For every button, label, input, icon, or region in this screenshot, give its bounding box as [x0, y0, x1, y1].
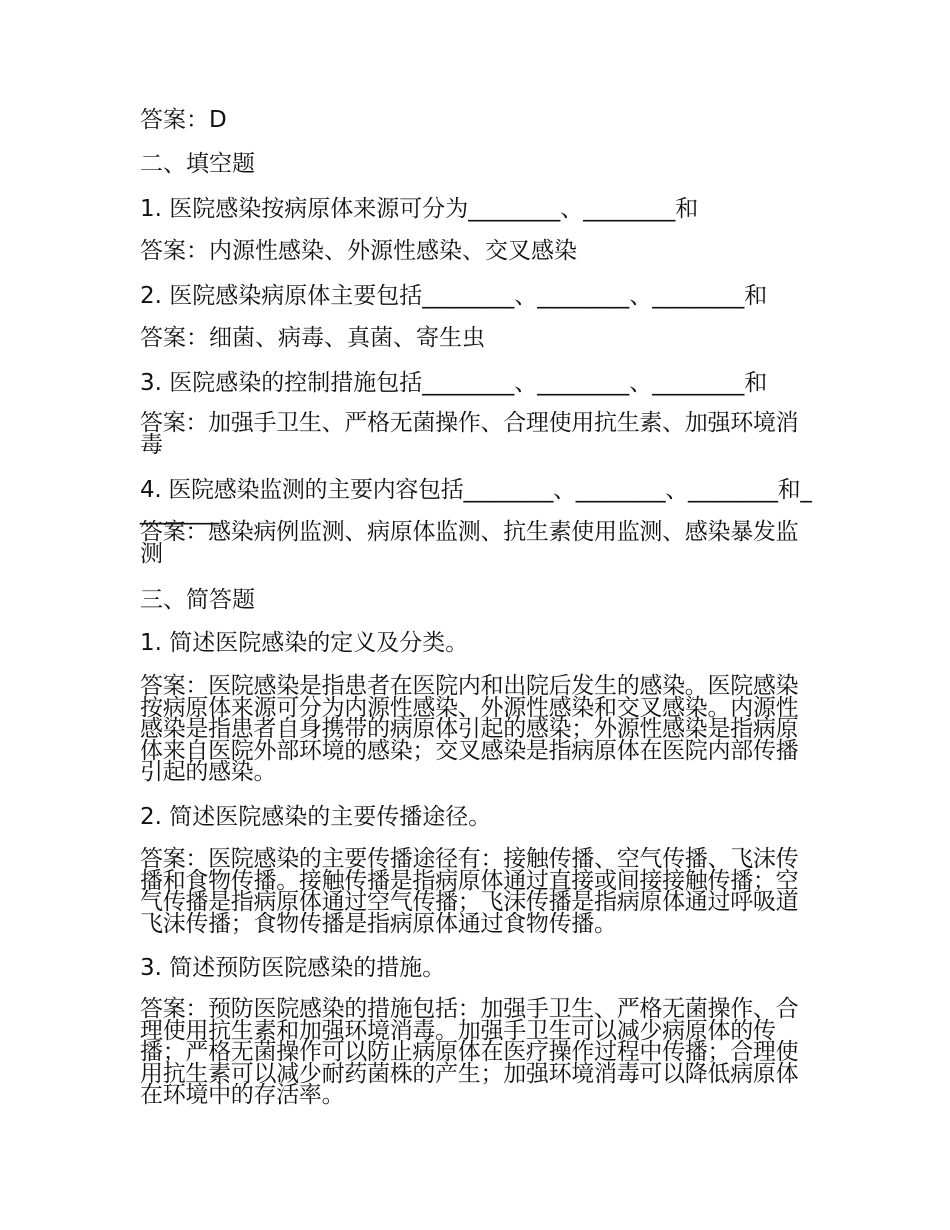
short-question-3: 3. 简述预防医院感染的措施。	[140, 955, 446, 981]
answer-2: 答案：细菌、病毒、真菌、寄生虫	[140, 325, 485, 351]
question-4: 4. 医院感染监测的主要内容包括________、________、________和________	[140, 477, 812, 525]
short-answer-3: 答案：预防医院感染的措施包括：加强手卫生、严格无菌操作、合理使用抗生素和加强环境消毒。加强手卫生可以减少病原体的传播；严格无菌操作可以防止病原体在医疗操作过程中传播；合理使用抗生素可以减少耐药菌株的产生；加强环境消毒可以降低病原体在环境中的存活率。	[140, 996, 799, 1108]
section-title-fill-in: 二、填空题	[140, 151, 255, 177]
short-question-1: 1. 简述医院感染的定义及分类。	[140, 630, 469, 656]
short-question-2: 2. 简述医院感染的主要传播途径。	[140, 804, 492, 830]
short-answer-2: 答案：医院感染的主要传播途径有：接触传播、空气传播、飞沫传播和食物传播。接触传播是指病原体通过直接或间接接触传播；空气传播是指病原体通过空气传播；飞沫传播是指病原体通过呼吸道飞沫传播；食物传播是指病原体通过食物传播。	[140, 846, 799, 937]
answer-line: 答案：D	[140, 107, 227, 133]
answer-1: 答案：内源性感染、外源性感染、交叉感染	[140, 238, 577, 264]
answer-4: 答案：感染病例监测、病原体监测、抗生素使用监测、感染暴发监测	[140, 519, 799, 567]
short-answer-1: 答案：医院感染是指患者在医院内和出院后发生的感染。医院感染按病原体来源可分为内源性感染、外源性感染和交叉感染。内源性感染是指患者自身携带的病原体引起的感染；外源性感染是指病原体来自医院外部环境的感染；交叉感染是指病原体在医院内部传播引起的感染。	[140, 673, 799, 785]
question-1: 1. 医院感染按病原体来源可分为________、________和	[140, 196, 699, 222]
section-title-short-answer: 三、简答题	[140, 587, 255, 613]
answer-3: 答案：加强手卫生、严格无菌操作、合理使用抗生素、加强环境消毒	[140, 410, 799, 458]
question-2: 2. 医院感染病原体主要包括________、________、________和	[140, 283, 768, 309]
question-3: 3. 医院感染的控制措施包括________、________、________和	[140, 370, 768, 396]
